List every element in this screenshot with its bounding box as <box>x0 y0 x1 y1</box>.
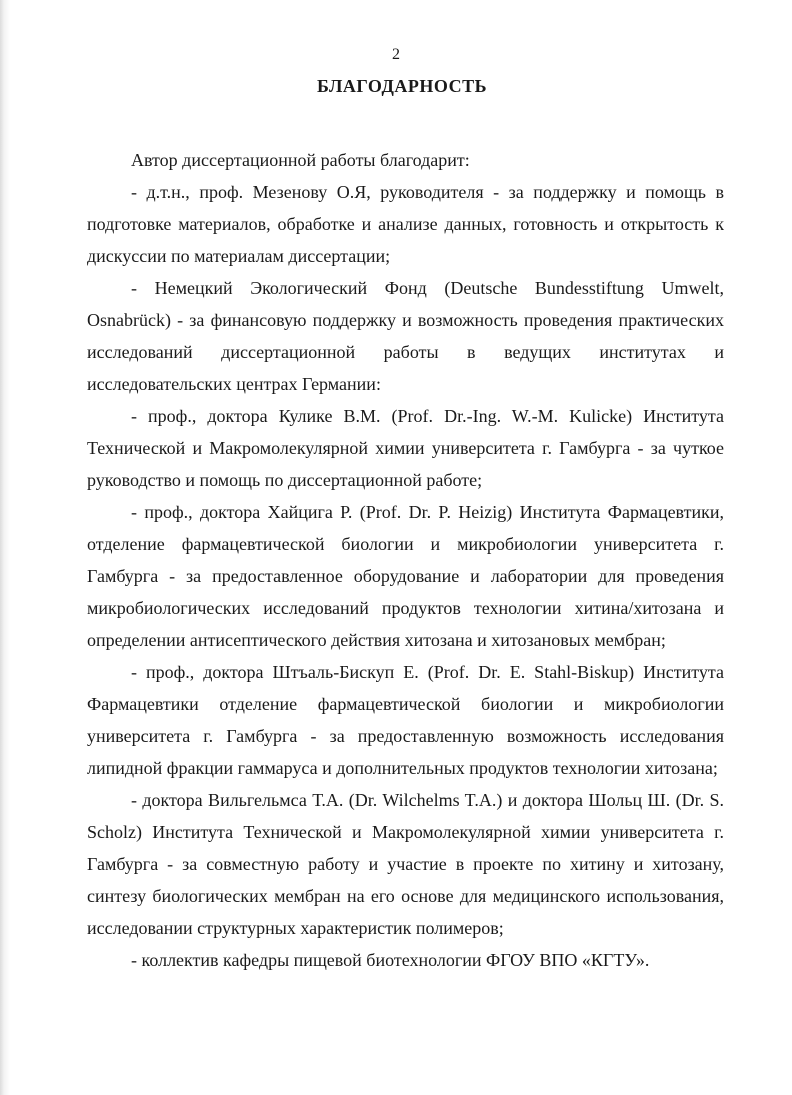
acknowledgement-item: - доктора Вильгельмса Т.А. (Dr. Wilchelms T.A.) и доктора Шольц Ш. (Dr. S. Scholz) Института Технической и Макромолекулярной химии университета г. Гамбурга - за совместную работу и участие в проекте по хитину и хитозану, синтезу биологических мембран на его основе для медицинского использования, исследовании структурных характеристик полимеров; <box>87 790 724 938</box>
page-number: 2 <box>392 46 400 63</box>
intro-paragraph: Автор диссертационной работы благодарит: <box>131 150 470 170</box>
acknowledgements-body <box>87 144 724 976</box>
acknowledgement-item: - коллектив кафедры пищевой биотехнологии ФГОУ ВПО «КГТУ». <box>131 950 650 970</box>
page-title: БЛАГОДАРНОСТЬ <box>317 76 487 96</box>
acknowledgement-item: - проф., доктора Хайцига Р. (Prof. Dr. P. Heizig) Института Фармацевтики, отделение фармацевтической биологии и микробиологии университета г. Гамбурга - за предоставленное оборудование и лаборатории для проведения микробиологических исследований продуктов технологии хитина/хитозана и определении антисептического действия хитозана и хитозановых мембран; <box>87 502 724 650</box>
acknowledgement-item: - проф., доктора Штъаль-Бискуп Е. (Prof. Dr. E. Stahl-Biskup) Института Фармацевтики отделение фармацевтической биологии и микробиологии университета г. Гамбурга - за предоставленную возможность исследования липидной фракции гаммаруса и дополнительных продуктов технологии хитозана; <box>87 662 724 778</box>
acknowledgement-item: - проф., доктора Кулике В.М. (Prof. Dr.-Ing. W.-M. Kulicke) Института Технической и Макромолекулярной химии университета г. Гамбурга - за чуткое руководство и помощь по диссертационной работе; <box>87 406 724 490</box>
acknowledgement-item: - д.т.н., проф. Мезенову О.Я, руководителя - за поддержку и помощь в подготовке материалов, обработке и анализе данных, готовность и открытость к дискуссии по материалам диссертации; <box>87 182 724 266</box>
scan-edge <box>0 0 10 1095</box>
acknowledgement-item: - Немецкий Экологический Фонд (Deutsche Bundesstiftung Umwelt, Osnabrück) - за финансовую поддержку и возможность проведения практических исследований диссертационной работы в ведущих институтах и исследовательских центрах Германии: <box>87 278 724 394</box>
